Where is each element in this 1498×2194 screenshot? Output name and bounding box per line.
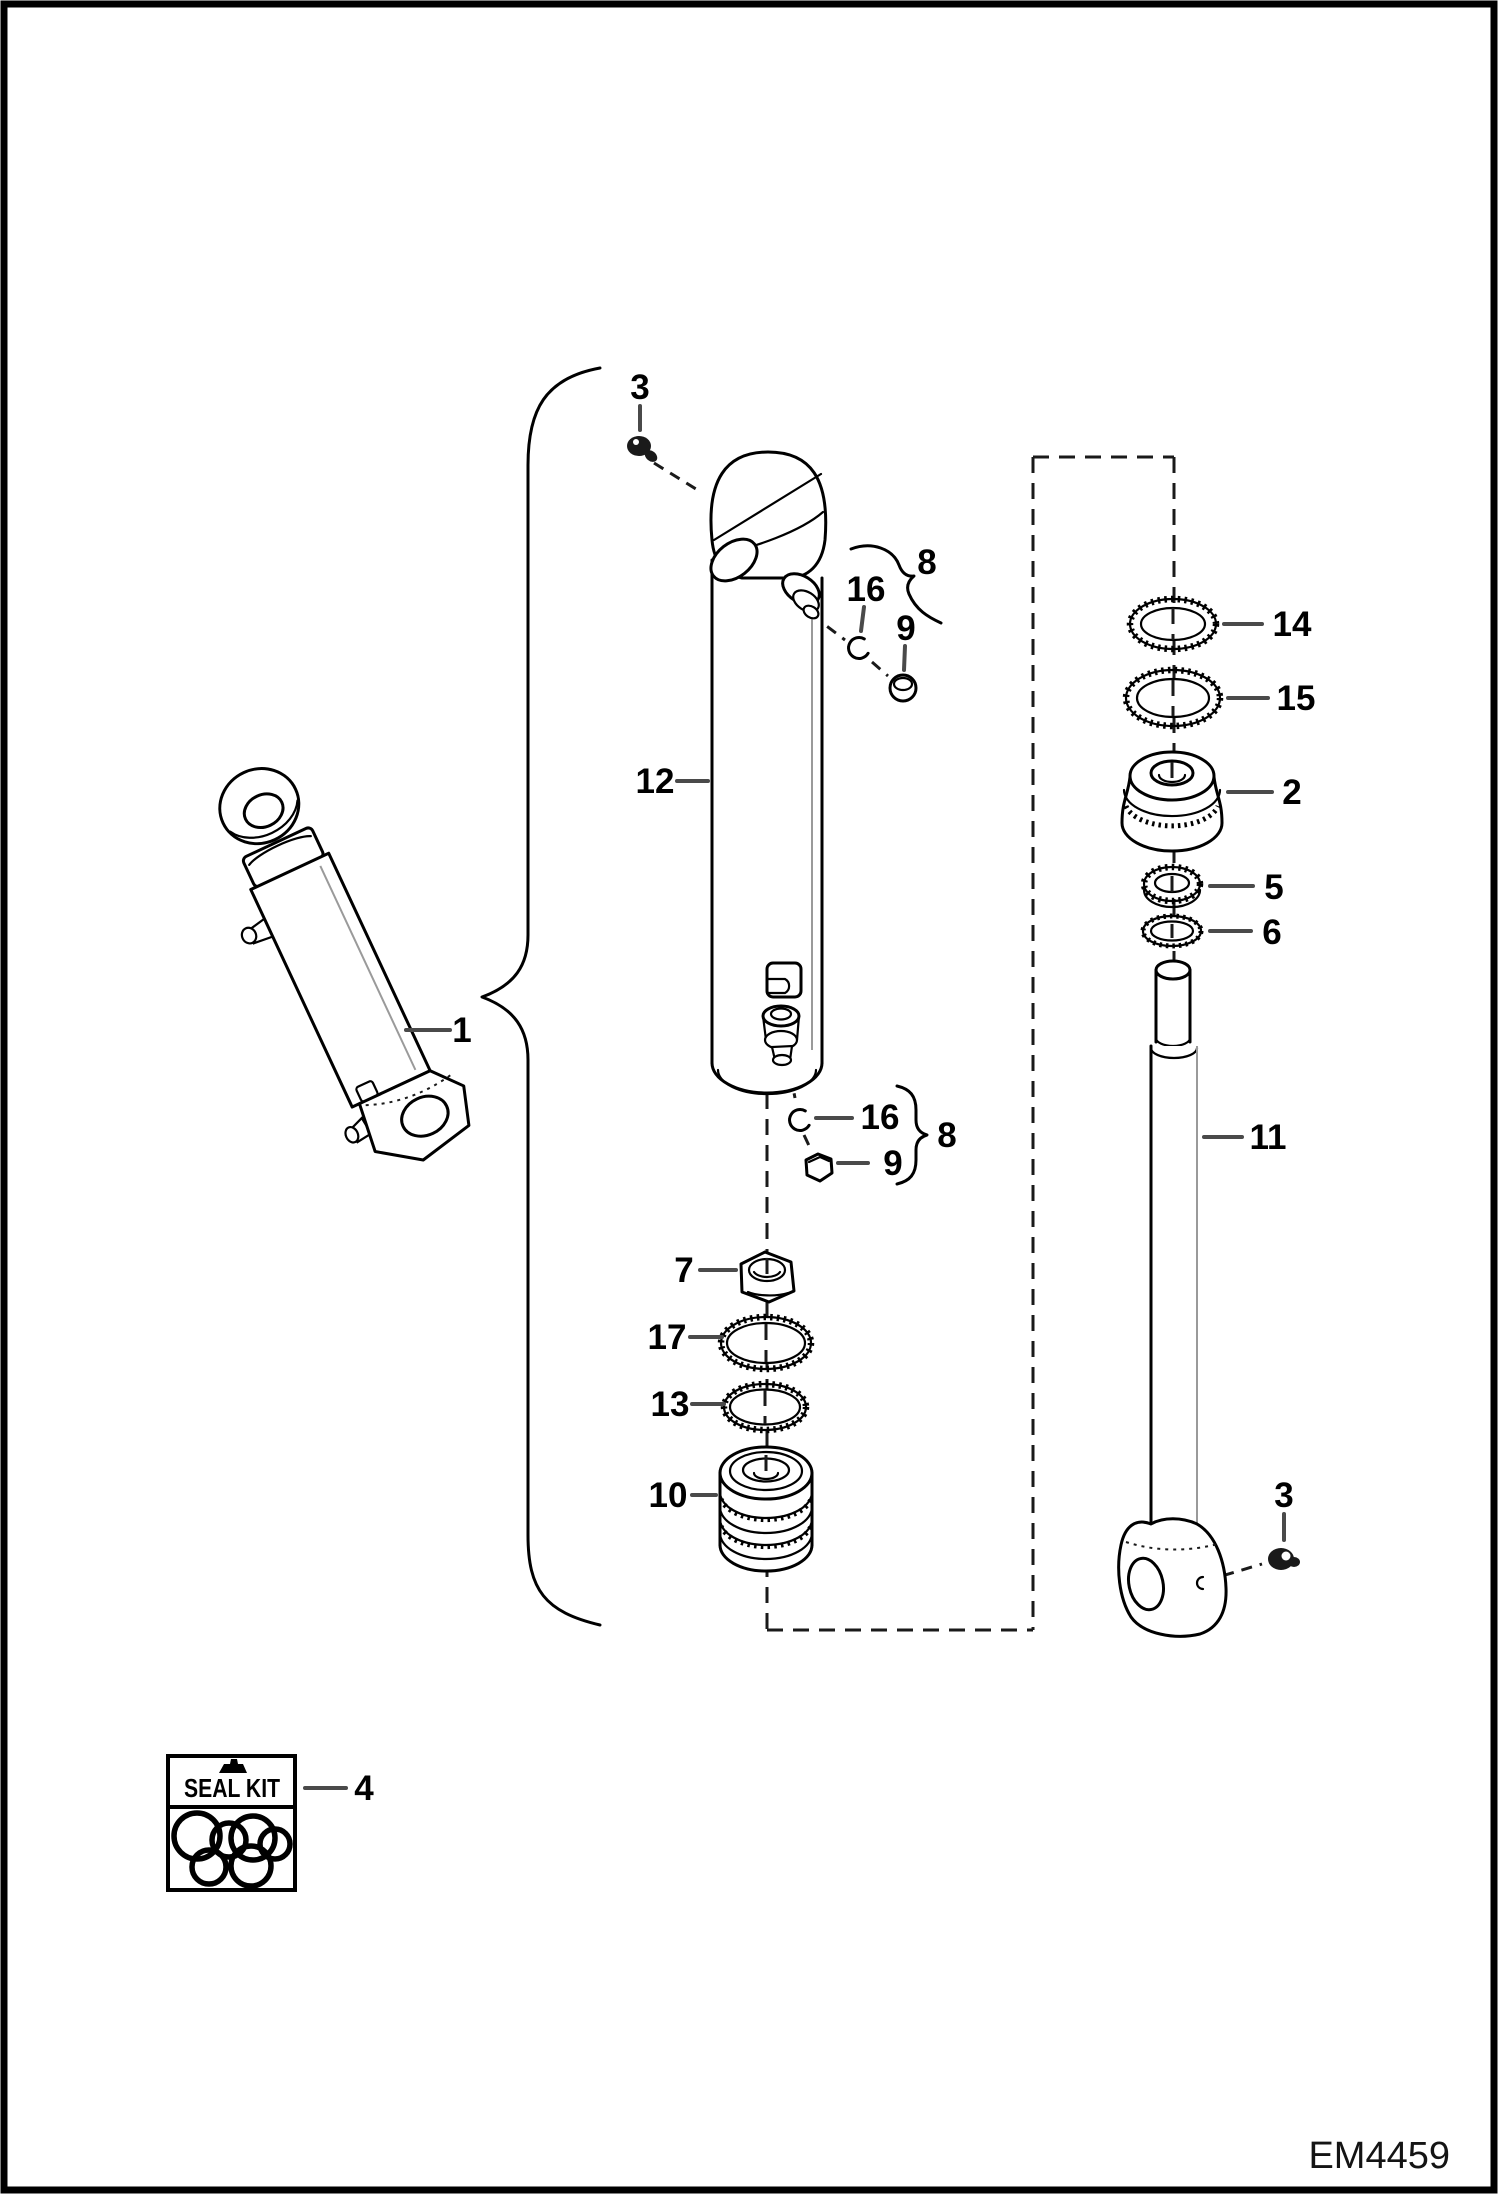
callout-6	[1210, 913, 1282, 952]
assembled-cylinder	[179, 744, 485, 1189]
callout-15	[1228, 679, 1315, 718]
callout-17	[648, 1318, 722, 1357]
callout-label: 17	[647, 1318, 687, 1357]
grease-fitting-highlight	[1282, 1552, 1291, 1561]
callout-3-top	[630, 368, 649, 430]
callout-label: 6	[1262, 913, 1282, 952]
centerline-hole-segments	[765, 608, 1173, 1472]
callout-label: 9	[896, 609, 916, 648]
callout-10	[649, 1476, 716, 1515]
callout-5	[1210, 868, 1284, 907]
callout-7	[674, 1251, 736, 1290]
piston-rod	[1119, 961, 1226, 1636]
retaining-ring-16-bottom	[790, 1109, 810, 1130]
seal-kit-box	[168, 1756, 295, 1890]
callout-label: 3	[1274, 1476, 1294, 1515]
callout-label: 7	[674, 1251, 694, 1290]
grease-fitting-top	[627, 436, 660, 464]
callout-label: 16	[846, 570, 886, 609]
callout-9-bottom	[838, 1144, 903, 1183]
callout-label: 10	[648, 1476, 688, 1515]
retaining-ring-16-top	[849, 637, 869, 658]
callout-label: 16	[860, 1098, 900, 1137]
fitting-group-bottom	[790, 1086, 927, 1184]
rod-stub-top	[1156, 961, 1190, 979]
assembly-brace	[482, 368, 600, 1625]
grease-fitting-highlight	[633, 439, 639, 445]
leader-line	[861, 607, 864, 631]
tube-port-fitting-tip-end	[773, 1055, 791, 1065]
callout-label: 2	[1282, 773, 1302, 812]
grease-fitting-bottom	[1268, 1548, 1300, 1570]
callout-label: 4	[354, 1769, 374, 1808]
callout-label: 1	[452, 1011, 472, 1050]
leader-line	[904, 646, 905, 670]
callout-label: 3	[630, 368, 650, 407]
callout-13	[651, 1385, 724, 1424]
rod-body-fill	[1151, 1046, 1197, 1545]
tube-bottom-arc	[712, 1063, 822, 1093]
callout-label: 14	[1272, 605, 1312, 644]
callout-label: 15	[1276, 679, 1316, 718]
callout-14	[1224, 605, 1312, 644]
callout-11	[1204, 1118, 1287, 1157]
callout-label: 9	[883, 1144, 903, 1183]
seal-kit-label: SEAL KIT	[184, 1773, 281, 1803]
cylinder-barrel	[251, 853, 430, 1107]
grease-fitting-stem	[1288, 1557, 1300, 1567]
callout-label: 11	[1249, 1118, 1287, 1157]
cylinder-tube	[703, 452, 826, 1094]
callout-9-top	[896, 609, 915, 670]
callout-8-bottom: 8	[937, 1116, 957, 1155]
callout-12	[636, 762, 708, 801]
drawing-code: EM4459	[1308, 2135, 1450, 2177]
callout-16-bottom	[816, 1098, 899, 1137]
rod-stub-fill	[1156, 970, 1190, 1042]
callout-4	[305, 1769, 374, 1808]
callout-2	[1228, 773, 1302, 812]
dashed-leader-grease-top	[654, 463, 696, 489]
callout-label: 13	[650, 1385, 690, 1424]
callout-16-top	[847, 570, 886, 631]
callout-label: 12	[635, 762, 675, 801]
callout-3-bottom	[1274, 1476, 1293, 1540]
callout-8-top: 8	[917, 543, 937, 582]
oring-15	[1126, 670, 1220, 726]
callout-label: 5	[1264, 868, 1284, 907]
piston-top-face	[720, 1447, 812, 1499]
